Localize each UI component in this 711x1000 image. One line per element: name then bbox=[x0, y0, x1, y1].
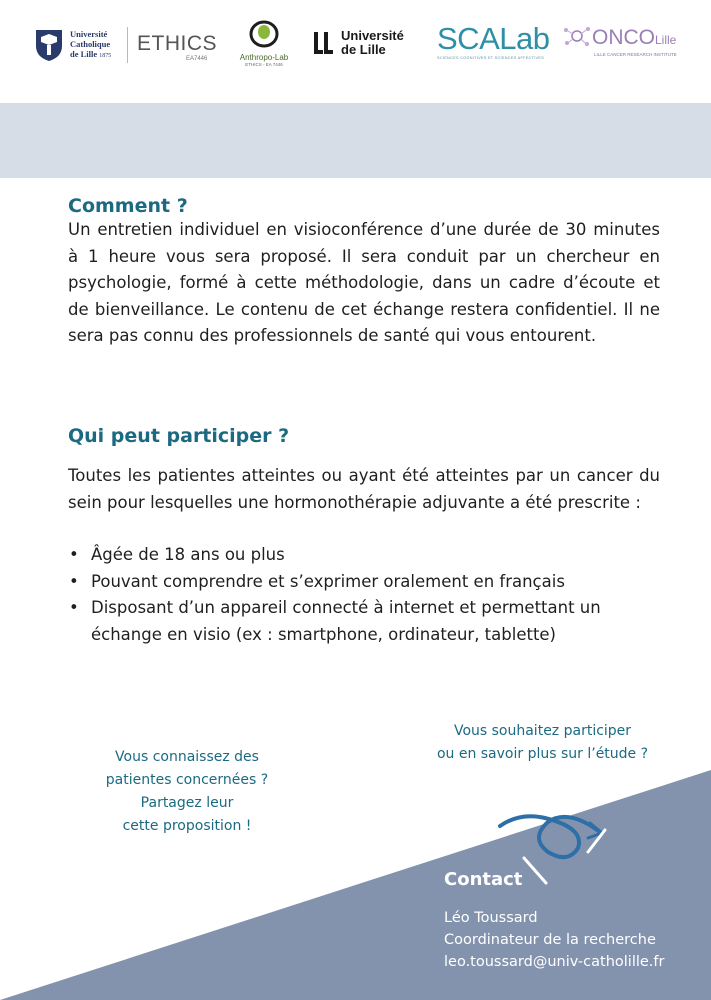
cta-line2: ou en savoir plus sur l’étude ? bbox=[436, 746, 649, 762]
share-line4: cette proposition ! bbox=[122, 818, 252, 834]
share-line2: patientes concernées ? bbox=[105, 772, 269, 788]
ucl-line3: de Lille bbox=[70, 49, 98, 59]
scalab-subtitle: SCIENCES COGNITIVES ET SCIENCES AFFECTIVES bbox=[437, 56, 545, 60]
ethics-code: EA7446 bbox=[186, 56, 208, 62]
participants-title: Qui peut participer ? bbox=[68, 425, 290, 447]
ucl-line2: Catholique bbox=[70, 39, 111, 49]
participants-intro: Toutes les patientes atteintes ou ayant été atteintes par un cancer du sein pour lesquelles une hormonothérapie adjuvante a été prescrite : bbox=[68, 466, 660, 512]
ulille-line1: Université bbox=[341, 28, 404, 43]
criteria-item-device: • Disposant d’un appareil connecté à internet et permettant un échange en visio (ex : smartphone, ordinateur, tablette) bbox=[68, 595, 660, 648]
oncolille-main: ONCO bbox=[592, 26, 655, 49]
contact-title: Contact bbox=[444, 869, 523, 890]
scalab-name: SCALab bbox=[437, 21, 550, 56]
anthropo-lab-code: ETHICS - EA 7446 bbox=[245, 62, 283, 67]
ucl-line1: Université bbox=[70, 29, 108, 39]
ucl-year: 1875 bbox=[99, 53, 112, 59]
share-message bbox=[82, 746, 292, 838]
criteria-item-age: • Âgée de 18 ans ou plus bbox=[68, 542, 660, 569]
comment-title: Comment ? bbox=[68, 195, 188, 217]
anthropo-lab-name: Anthropo-Lab bbox=[239, 53, 289, 62]
contact-name: Léo Toussard bbox=[444, 910, 538, 926]
share-line3: Partagez leur bbox=[140, 795, 234, 811]
contact-email-link[interactable]: leo.toussard@univ-catholille.fr bbox=[444, 954, 665, 970]
ulille-line2: de Lille bbox=[341, 42, 386, 57]
oncolille-city: Lille bbox=[655, 33, 677, 47]
ethics-logo: ETHICS bbox=[137, 32, 218, 55]
share-line1: Vous connaissez des bbox=[115, 749, 259, 765]
cta-line1: Vous souhaitez participer bbox=[453, 723, 632, 739]
oncolille-subtitle: LILLE CANCER RESEARCH INSTITUTE bbox=[594, 52, 677, 57]
comment-paragraph: Un entretien individuel en visioconférence d’une durée de 30 minutes à 1 heure vous sera proposé. Il sera conduit par un chercheur en psychologie, formé à cette méthodologie, dans un cadre d’écoute et de bienveillance. Le contenu de cet échange restera confidentiel. Il ne sera pas connu des professionnels de santé qui vous entourent. bbox=[68, 220, 660, 345]
contact-role: Coordinateur de la recherche bbox=[444, 932, 656, 948]
criteria-item-language: • Pouvant comprendre et s’exprimer oralement en français bbox=[68, 569, 660, 596]
participation-prompt bbox=[405, 720, 680, 766]
